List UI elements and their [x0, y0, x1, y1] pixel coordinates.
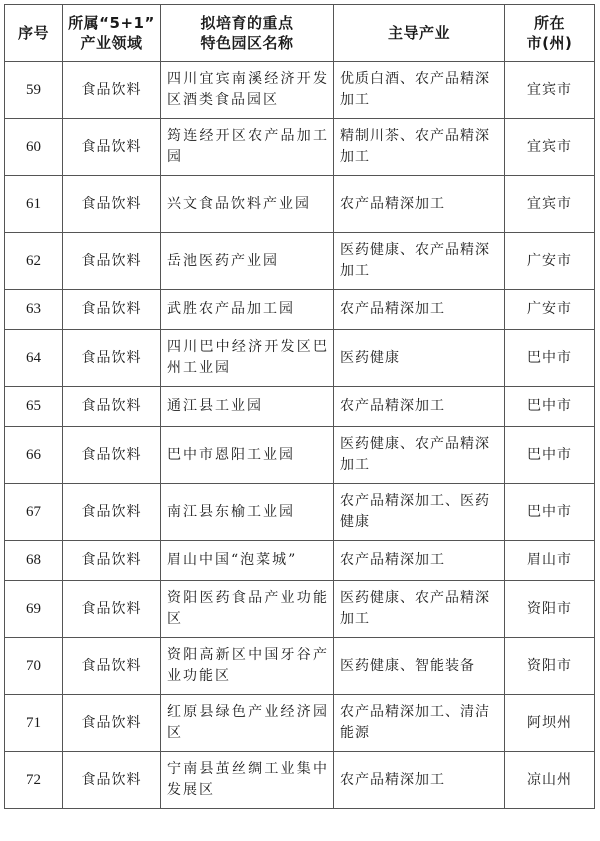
cell-industry: 农产品精深加工 — [334, 752, 505, 809]
cell-industry: 优质白酒、农产品精深加工 — [334, 62, 505, 119]
cell-park: 资阳高新区中国牙谷产业功能区 — [161, 638, 334, 695]
cell-seq: 59 — [5, 62, 63, 119]
header-city-line2: 市(州) — [526, 34, 573, 52]
cell-city: 宜宾市 — [505, 119, 595, 176]
cell-city: 阿坝州 — [505, 695, 595, 752]
table-row — [5, 638, 595, 695]
cell-park: 宁南县茧丝绸工业集中发展区 — [161, 752, 334, 809]
cell-park: 筠连经开区农产品加工园 — [161, 119, 334, 176]
cell-city: 广安市 — [505, 233, 595, 290]
cell-industry: 农产品精深加工、医药健康 — [334, 484, 505, 541]
table-row — [5, 233, 595, 290]
cell-seq: 60 — [5, 119, 63, 176]
cell-seq: 66 — [5, 427, 63, 484]
header-park — [161, 5, 334, 62]
cell-city: 凉山州 — [505, 752, 595, 809]
header-park-line2: 特色园区名称 — [200, 34, 294, 52]
cell-industry: 医药健康 — [334, 330, 505, 387]
cell-park: 南江县东榆工业园 — [161, 484, 334, 541]
cell-category: 食品饮料 — [63, 119, 161, 176]
cell-city: 巴中市 — [505, 387, 595, 427]
table-row — [5, 752, 595, 809]
cell-category: 食品饮料 — [63, 233, 161, 290]
header-category-line2: 产业领域 — [80, 34, 143, 52]
cell-park: 眉山中国“泡菜城” — [161, 541, 334, 581]
cell-industry: 农产品精深加工、清洁能源 — [334, 695, 505, 752]
header-industry: 主导产业 — [334, 5, 505, 62]
cell-category: 食品饮料 — [63, 62, 161, 119]
cell-category: 食品饮料 — [63, 638, 161, 695]
cell-park: 武胜农产品加工园 — [161, 290, 334, 330]
cell-seq: 72 — [5, 752, 63, 809]
cell-seq: 69 — [5, 581, 63, 638]
table-row — [5, 484, 595, 541]
cell-category: 食品饮料 — [63, 581, 161, 638]
cell-category: 食品饮料 — [63, 752, 161, 809]
cell-park: 四川宜宾南溪经济开发区酒类食品园区 — [161, 62, 334, 119]
table-body — [5, 62, 595, 809]
cell-city: 资阳市 — [505, 581, 595, 638]
table-row — [5, 176, 595, 233]
cell-seq: 61 — [5, 176, 63, 233]
cell-city: 眉山市 — [505, 541, 595, 581]
header-city — [505, 5, 595, 62]
cell-industry: 农产品精深加工 — [334, 290, 505, 330]
cell-city: 巴中市 — [505, 484, 595, 541]
table-row — [5, 581, 595, 638]
table-row — [5, 290, 595, 330]
table-header — [5, 5, 595, 62]
table-row — [5, 541, 595, 581]
cell-category: 食品饮料 — [63, 541, 161, 581]
cell-seq: 67 — [5, 484, 63, 541]
cell-seq: 70 — [5, 638, 63, 695]
cell-city: 宜宾市 — [505, 176, 595, 233]
cell-park: 四川巴中经济开发区巴州工业园 — [161, 330, 334, 387]
cell-seq: 62 — [5, 233, 63, 290]
cell-seq: 71 — [5, 695, 63, 752]
cell-park: 巴中市恩阳工业园 — [161, 427, 334, 484]
table-row — [5, 119, 595, 176]
cell-category: 食品饮料 — [63, 427, 161, 484]
cell-category: 食品饮料 — [63, 176, 161, 233]
cell-industry: 精制川茶、农产品精深加工 — [334, 119, 505, 176]
cell-park: 通江县工业园 — [161, 387, 334, 427]
cell-industry: 医药健康、农产品精深加工 — [334, 427, 505, 484]
cell-category: 食品饮料 — [63, 695, 161, 752]
table-row — [5, 387, 595, 427]
cell-city: 广安市 — [505, 290, 595, 330]
cell-industry: 医药健康、农产品精深加工 — [334, 581, 505, 638]
cell-park: 兴文食品饮料产业园 — [161, 176, 334, 233]
cell-seq: 64 — [5, 330, 63, 387]
cell-city: 资阳市 — [505, 638, 595, 695]
cell-industry: 农产品精深加工 — [334, 176, 505, 233]
cell-park: 资阳医药食品产业功能区 — [161, 581, 334, 638]
header-park-line1: 拟培育的重点 — [200, 14, 294, 32]
cell-category: 食品饮料 — [63, 484, 161, 541]
cell-industry: 医药健康、智能装备 — [334, 638, 505, 695]
cell-city: 巴中市 — [505, 427, 595, 484]
cell-city: 宜宾市 — [505, 62, 595, 119]
cell-category: 食品饮料 — [63, 290, 161, 330]
table-row — [5, 695, 595, 752]
cell-seq: 63 — [5, 290, 63, 330]
header-category — [63, 5, 161, 62]
cell-industry: 医药健康、农产品精深加工 — [334, 233, 505, 290]
header-city-line1: 所在 — [533, 14, 565, 32]
cell-park: 岳池医药产业园 — [161, 233, 334, 290]
cell-category: 食品饮料 — [63, 387, 161, 427]
table-row — [5, 330, 595, 387]
header-category-line1: 所属“5+1” — [68, 14, 155, 32]
table-row — [5, 427, 595, 484]
parks-table — [4, 4, 595, 809]
cell-seq: 68 — [5, 541, 63, 581]
cell-city: 巴中市 — [505, 330, 595, 387]
cell-seq: 65 — [5, 387, 63, 427]
header-seq: 序号 — [5, 5, 63, 62]
cell-park: 红原县绿色产业经济园区 — [161, 695, 334, 752]
cell-category: 食品饮料 — [63, 330, 161, 387]
cell-industry: 农产品精深加工 — [334, 387, 505, 427]
table-row — [5, 62, 595, 119]
cell-industry: 农产品精深加工 — [334, 541, 505, 581]
